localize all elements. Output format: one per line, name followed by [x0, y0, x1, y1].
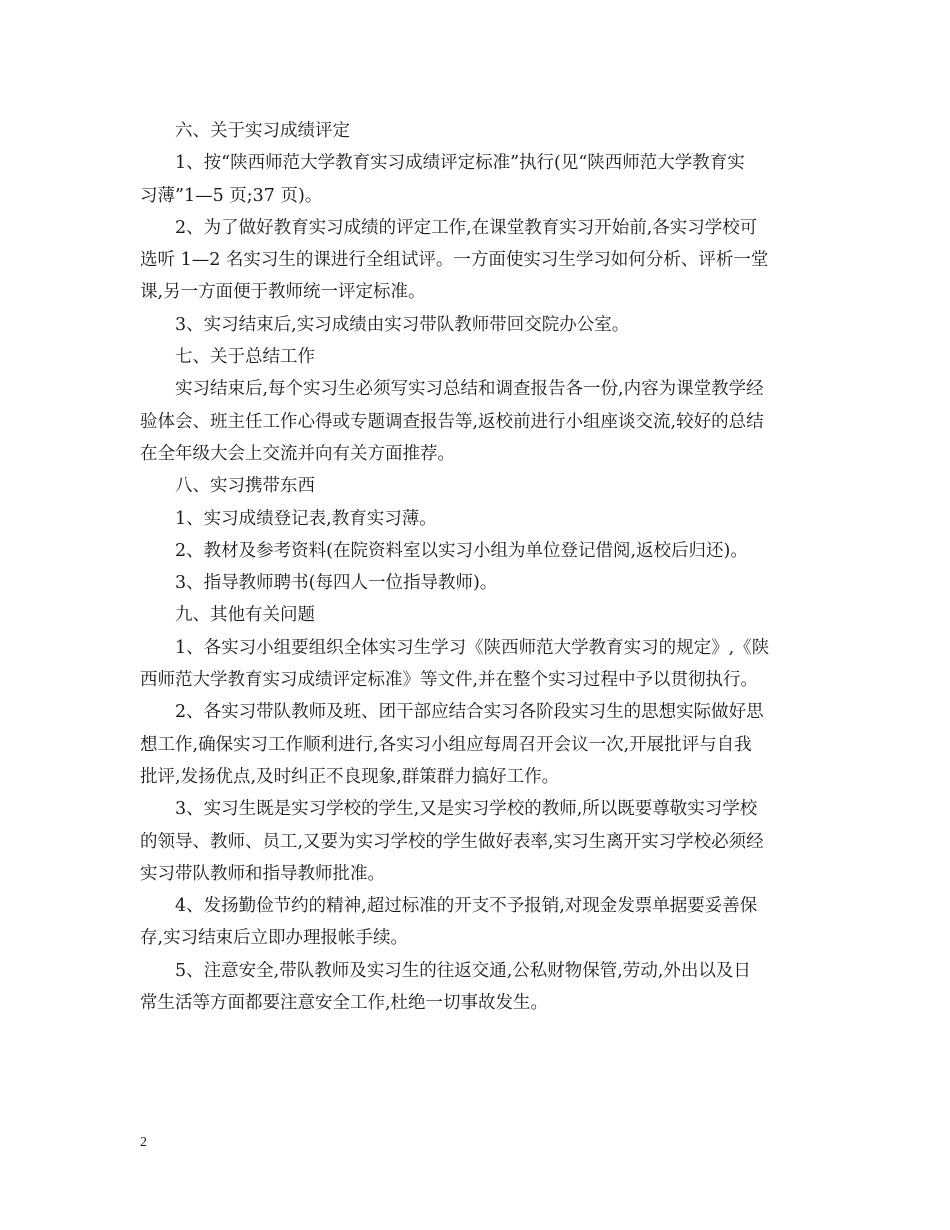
section-heading-7: 七、关于总结工作 — [175, 347, 315, 368]
paragraph-line: 常生活等方面都要注意安全工作,杜绝一切事故发生。 — [140, 993, 549, 1014]
paragraph-line: 存,实习结束后立即办理报帐手续。 — [140, 928, 409, 949]
page-number: 2 — [140, 1135, 147, 1150]
paragraph-line: 验体会、班主任工作心得或专题调查报告等,返校前进行小组座谈交流,较好的总结 — [140, 411, 764, 432]
paragraph-line: 的领导、教师、员工,又要为实习学校的学生做好表率,实习生离开实习学校必须经 — [140, 831, 764, 852]
paragraph-line: 2、为了做好教育实习成绩的评定工作,在课堂教育实习开始前,各实习学校可 — [175, 217, 758, 238]
paragraph-line: 3、实习生既是实习学校的学生,又是实习学校的教师,所以既要尊敬实习学校 — [175, 799, 758, 820]
section-heading-6: 六、关于实习成绩评定 — [175, 121, 350, 141]
paragraph-line: 5、注意安全,带队教师及实习生的往返交通,公私财物保管,劳动,外出以及日 — [175, 960, 751, 981]
section-heading-9: 九、其他有关问题 — [175, 605, 315, 626]
paragraph-line: 想工作,确保实习工作顺利进行,各实习小组应每周召开会议一次,开展批评与自我 — [140, 734, 752, 755]
paragraph-line: 实习结束后,每个实习生必须写实习总结和调查报告各一份,内容为课堂教学经 — [175, 379, 764, 400]
paragraph-line: 实习带队教师和指导教师批准。 — [140, 863, 385, 884]
paragraph-line: 西师范大学教育实习成绩评定标准》等文件,并在整个实习过程中予以贯彻执行。 — [140, 670, 759, 691]
paragraph-line: 选听 1—2 名实习生的课进行全组试评。一方面使实习生学习如何分析、评析一堂 — [140, 250, 769, 271]
paragraph-line: 习薄”1—5 页;37 页)。 — [140, 185, 323, 206]
paragraph-line: 1、各实习小组要组织全体实习生学习《陕西师范大学教育实习的规定》,《陕 — [175, 637, 770, 658]
paragraph-line: 4、发扬勤俭节约的精神,超过标准的开支不予报销,对现金发票单据要妥善保 — [175, 896, 758, 917]
paragraph-line: 2、各实习带队教师及班、团干部应结合实习各阶段实习生的思想实际做好思 — [175, 702, 764, 723]
document-body — [140, 115, 810, 1019]
paragraph-line: 1、按“陕西师范大学教育实习成绩评定标准”执行(见“陕西师范大学教育实 — [175, 153, 745, 174]
section-heading-8: 八、实习携带东西 — [175, 476, 315, 497]
paragraph-line: 课,另一方面便于教师统一评定标准。 — [140, 282, 426, 303]
paragraph-line: 3、实习结束后,实习成绩由实习带队教师带回交院办公室。 — [175, 314, 630, 335]
paragraph-line: 2、教材及参考资料(在院资料室以实习小组为单位登记借阅,返校后归还)。 — [175, 540, 748, 561]
paragraph-line: 在全年级大会上交流并向有关方面推荐。 — [140, 443, 455, 464]
paragraph-line: 3、指导教师聘书(每四人一位指导教师)。 — [175, 573, 498, 594]
paragraph-line: 批评,发扬优点,及时纠正不良现象,群策群力搞好工作。 — [140, 766, 560, 787]
paragraph-line: 1、实习成绩登记表,教育实习薄。 — [175, 508, 437, 529]
